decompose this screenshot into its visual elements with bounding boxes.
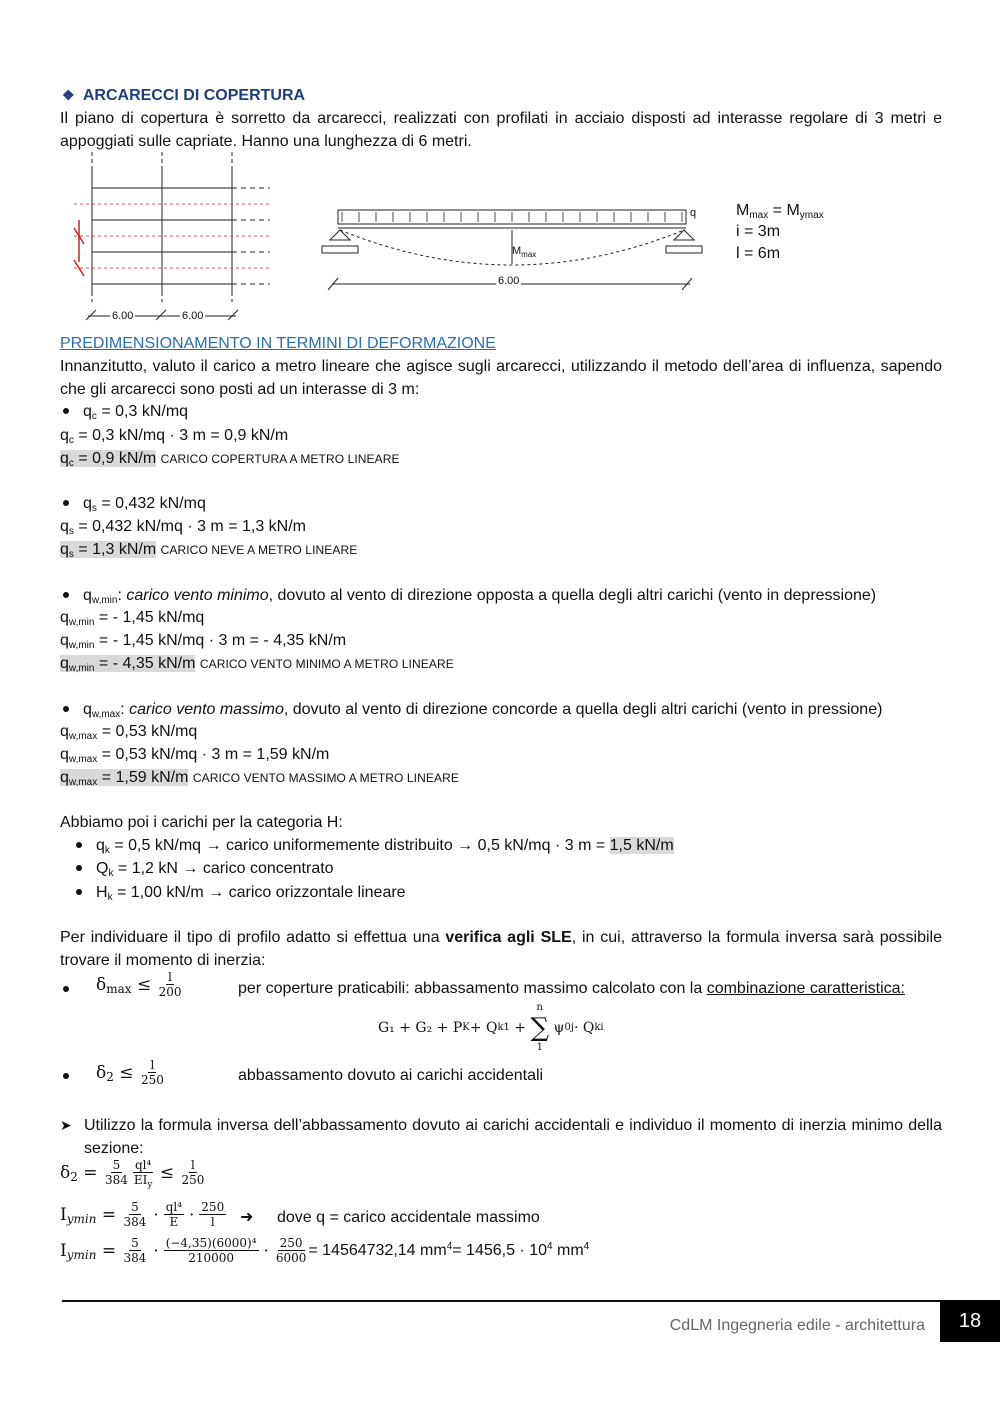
qwmin-line-2: $q_{w,min}$ = - 1,45 kN/mq	[60, 609, 205, 628]
bullet-icon	[63, 592, 69, 598]
section-intro: Il piano di copertura è sorretto da arcarecci, realizzati con profilati in acciaio disposti ad interasse regolare di 3 metri e appoggiati sulle capriate. Hanno una lunghezza di 6 metri.	[60, 110, 942, 150]
bullet-icon	[63, 986, 69, 992]
bullet-icon	[63, 706, 69, 712]
bullet-icon	[63, 408, 69, 414]
predim-heading: PREDIMENSIONAMENTO IN TERMINI DI DEFORMAZIONE	[60, 335, 496, 352]
qwmax-line-3: $q_{w,max} = 0,53$ kN/mq · 3 m = 1,59 kN/m	[60, 746, 330, 765]
qwmin-line-3: $q_{w,min}$ = - 1,45 kN/mq · 3 m = - 4,35 kN/m	[60, 632, 347, 651]
legend-length: l = 6m	[736, 245, 781, 262]
footer-divider	[62, 1300, 940, 1302]
condition-1-formula: $\delta_{max}$ ≤ $\frac{l}{200}$	[96, 970, 182, 999]
qwmax-line-4: $q_{w,max} = 1,59$ kN/m CARICO VENTO MASSIMO A METRO LINEARE	[60, 769, 459, 788]
plan-dim-1: 6.00	[112, 310, 134, 322]
bullet-icon	[63, 1073, 69, 1079]
bullet-icon	[76, 889, 82, 895]
category-h-heading: Abbiamo poi i carichi per la categoria H:	[60, 814, 343, 831]
bullet-icon	[76, 865, 82, 871]
inertia-formula: $I_{ymin}$ = $\frac{5}{384}$ · $\frac{\text{ql⁴}}{E}$ · $\frac{250}{l}$	[60, 1200, 225, 1229]
inertia-note: dove q = carico accidentale massimo	[277, 1209, 540, 1226]
category-h-item-2: $Q_k = 1,2$ kN → carico concentrato	[96, 860, 334, 879]
qs-line-1: $q_s = 0,432$ kN/mq	[83, 495, 206, 514]
section-title	[62, 84, 305, 107]
beam-span-label: 6.00	[498, 275, 520, 287]
category-h-item-3: $H_k = 1,00$ kN/m → carico orizzontale lineare	[96, 884, 406, 903]
category-h-item-1: $q_k = 0,5$ kN/mq → carico uniformemente distribuito → 0,5 kN/mq · 3 m = 1,5 kN/m	[96, 837, 674, 856]
bullet-icon	[76, 842, 82, 848]
section-title-text: ARCARECCI DI COPERTURA	[82, 87, 306, 104]
qs-line-2: $q_s = 0,432$ kN/mq · 3 m = 1,3 kN/m	[60, 518, 306, 537]
legend-moment: $M_{max} = M_{ymax}$	[736, 202, 824, 221]
page-number: 18	[940, 1300, 1000, 1342]
qc-line-1: $q_c = 0,3$ kN/mq	[83, 403, 189, 422]
deflection-formula: $\delta_2$ = $\frac{5}{384}$ $\frac{\text{ql⁴}}{EI_y}$ ≤ $\frac{l}{250}$	[60, 1158, 205, 1190]
qwmin-line-4: $q_{w,min}$ = - 4,35 kN/m CARICO VENTO MINIMO A METRO LINEARE	[60, 655, 454, 674]
inertia-calculation: $I_{ymin}$ = $\frac{5}{384}$ · $\frac{\text{(−4,35)(6000)⁴}}{210000}$ · $\frac{250}{6000}$ = 14564732,14 $mm^4= 1456,5 \cdot 10^4$ $mm^4$	[60, 1236, 590, 1265]
plan-dim-2: 6.00	[182, 310, 204, 322]
beam-load-label: q	[690, 207, 697, 219]
qwmax-line-2: $q_{w,max} = 0,53$ kN/mq	[60, 723, 198, 742]
condition-2-formula: $\delta_2$ ≤ $\frac{l}{250}$	[96, 1058, 164, 1087]
legend-spacing: i = 3m	[736, 223, 781, 240]
verifica-paragraph: Per individuare il tipo di profilo adatto si effettua una verifica agli SLE, in cui, attraverso la formula inversa sarà possibile trovare il momento di inerzia:	[60, 929, 943, 969]
inertia-intro: Utilizzo la formula inversa dell’abbassamento dovuto ai carichi accidentali e individuo il momento di inerzia minimo della sezione:	[84, 1117, 942, 1157]
condition-1-text: per coperture praticabili: abbassamento massimo calcolato con la combinazione caratteristica:	[238, 980, 905, 997]
purlin-plan-diagram	[60, 152, 280, 322]
qc-line-3: $q_c = 0,9$ kN/m CARICO COPERTURA A METRO LINEARE	[60, 450, 400, 469]
qwmax-line-1: $q_{w,max}$: carico vento massimo, dovuto al vento di direzione concorde a quella degli altri carichi (vento in pressione)	[83, 701, 883, 720]
arrow-bullet-icon: ➤	[60, 1117, 72, 1133]
qwmin-line-1: $q_{w,min}$: carico vento minimo, dovuto al vento di direzione opposta a quella degli altri carichi (vento in depressione)	[83, 587, 877, 606]
qs-line-3: $q_s = 1,3$ kN/m CARICO NEVE A METRO LINEARE	[60, 541, 358, 560]
footer-course: CdLM Ingegneria edile - architettura	[669, 1317, 925, 1334]
condition-2-text: abbassamento dovuto ai carichi accidentali	[238, 1067, 544, 1084]
beam-moment-label: $M_{max}$	[512, 245, 537, 259]
diamond-bullet-icon: ❖	[62, 87, 75, 103]
bullet-icon	[63, 500, 69, 506]
predim-intro: Innanzitutto, valuto il carico a metro lineare che agisce sugli arcarecci, utilizzando il metodo dell’area di influenza, sapendo che gli arcarecci sono posti ad un interasse di 3 m:	[60, 358, 942, 398]
characteristic-combination: G₁ + G₂ + P K + Q k1 + n ∑ 1 ψ 0j · Q ki	[378, 1002, 604, 1053]
qc-line-2: $q_c = 0,3$ kN/mq · 3 m = 0,9 kN/m	[60, 427, 289, 446]
arrow-right-icon: ➜	[240, 1209, 254, 1226]
